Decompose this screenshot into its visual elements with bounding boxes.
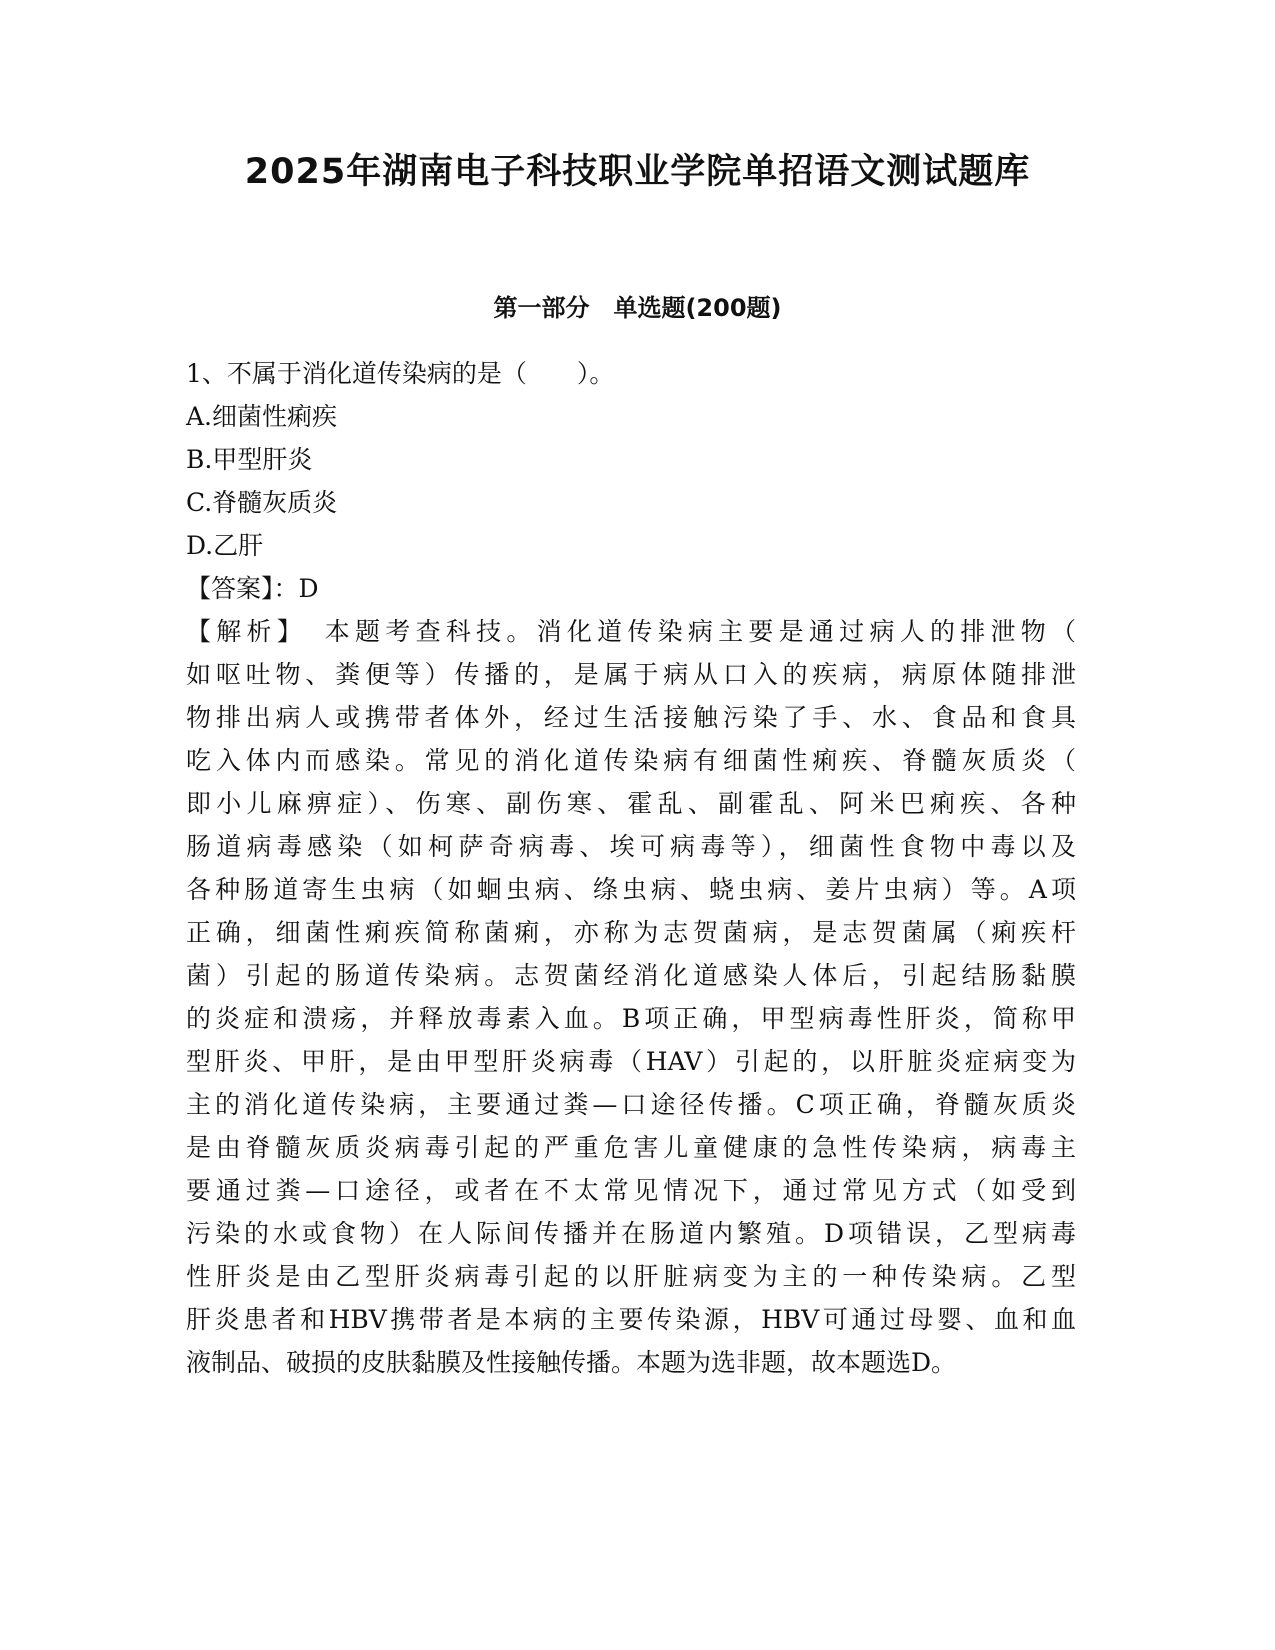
option-c: C.脊髓灰质炎 [186, 488, 338, 517]
analysis-line: 即小儿麻痹症）、伤寒、副伤寒、霍乱、副霍乱、阿米巴痢疾、各种 [186, 789, 1076, 818]
analysis-line: 肝炎患者和HBV携带者是本病的主要传染源，HBV可通过母婴、血和血 [186, 1305, 1076, 1334]
analysis-line: 主的消化道传染病，主要通过粪—口途径传播。C项正确，脊髓灰质炎 [186, 1090, 1076, 1119]
analysis-line: 型肝炎、甲肝，是由甲型肝炎病毒（HAV）引起的，以肝脏炎症病变为 [186, 1047, 1076, 1076]
analysis-line: 肠道病毒感染（如柯萨奇病毒、埃可病毒等），细菌性食物中毒以及 [186, 832, 1076, 861]
question-stem: 1、不属于消化道传染病的是（ ）。 [186, 359, 615, 388]
option-b: B.甲型肝炎 [186, 445, 313, 474]
analysis-line: 物排出病人或携带者体外，经过生活接触污染了手、水、食品和食具 [186, 703, 1076, 732]
section-title: 第一部分 单选题(200题) [493, 294, 782, 322]
analysis-block [186, 610, 1076, 1384]
analysis-line: 正确，细菌性痢疾简称菌痢，亦称为志贺菌病，是志贺菌属（痢疾杆 [186, 918, 1076, 947]
analysis-line: 【解析】 本题考查科技。消化道传染病主要是通过病人的排泄物（ [186, 617, 1076, 646]
analysis-line: 各种肠道寄生虫病（如蛔虫病、绦虫病、蛲虫病、姜片虫病）等。A项 [186, 875, 1076, 904]
analysis-line: 性肝炎是由乙型肝炎病毒引起的以肝脏病变为主的一种传染病。乙型 [186, 1262, 1076, 1291]
analysis-line: 菌）引起的肠道传染病。志贺菌经消化道感染人体后，引起结肠黏膜 [186, 961, 1076, 990]
analysis-line: 污染的水或食物）在人际间传播并在肠道内繁殖。D项错误，乙型病毒 [186, 1219, 1076, 1248]
document-title: 2025年湖南电子科技职业学院单招语文测试题库 [244, 152, 1031, 192]
answer-line: 【答案】：D [186, 574, 319, 603]
analysis-line: 如呕吐物、粪便等）传播的，是属于病从口入的疾病，病原体随排泄 [186, 660, 1076, 689]
analysis-line: 是由脊髓灰质炎病毒引起的严重危害儿童健康的急性传染病，病毒主 [186, 1133, 1076, 1162]
analysis-line: 液制品、破损的皮肤黏膜及性接触传播。本题为选非题，故本题选D。 [186, 1348, 957, 1377]
option-a: A.细菌性痢疾 [186, 402, 338, 431]
option-d: D.乙肝 [186, 531, 264, 560]
analysis-line: 要通过粪—口途径，或者在不太常见情况下，通过常见方式（如受到 [186, 1176, 1076, 1205]
analysis-line: 的炎症和溃疡，并释放毒素入血。B项正确，甲型病毒性肝炎，简称甲 [186, 1004, 1076, 1033]
analysis-line: 吃入体内而感染。常见的消化道传染病有细菌性痢疾、脊髓灰质炎（ [186, 746, 1076, 775]
